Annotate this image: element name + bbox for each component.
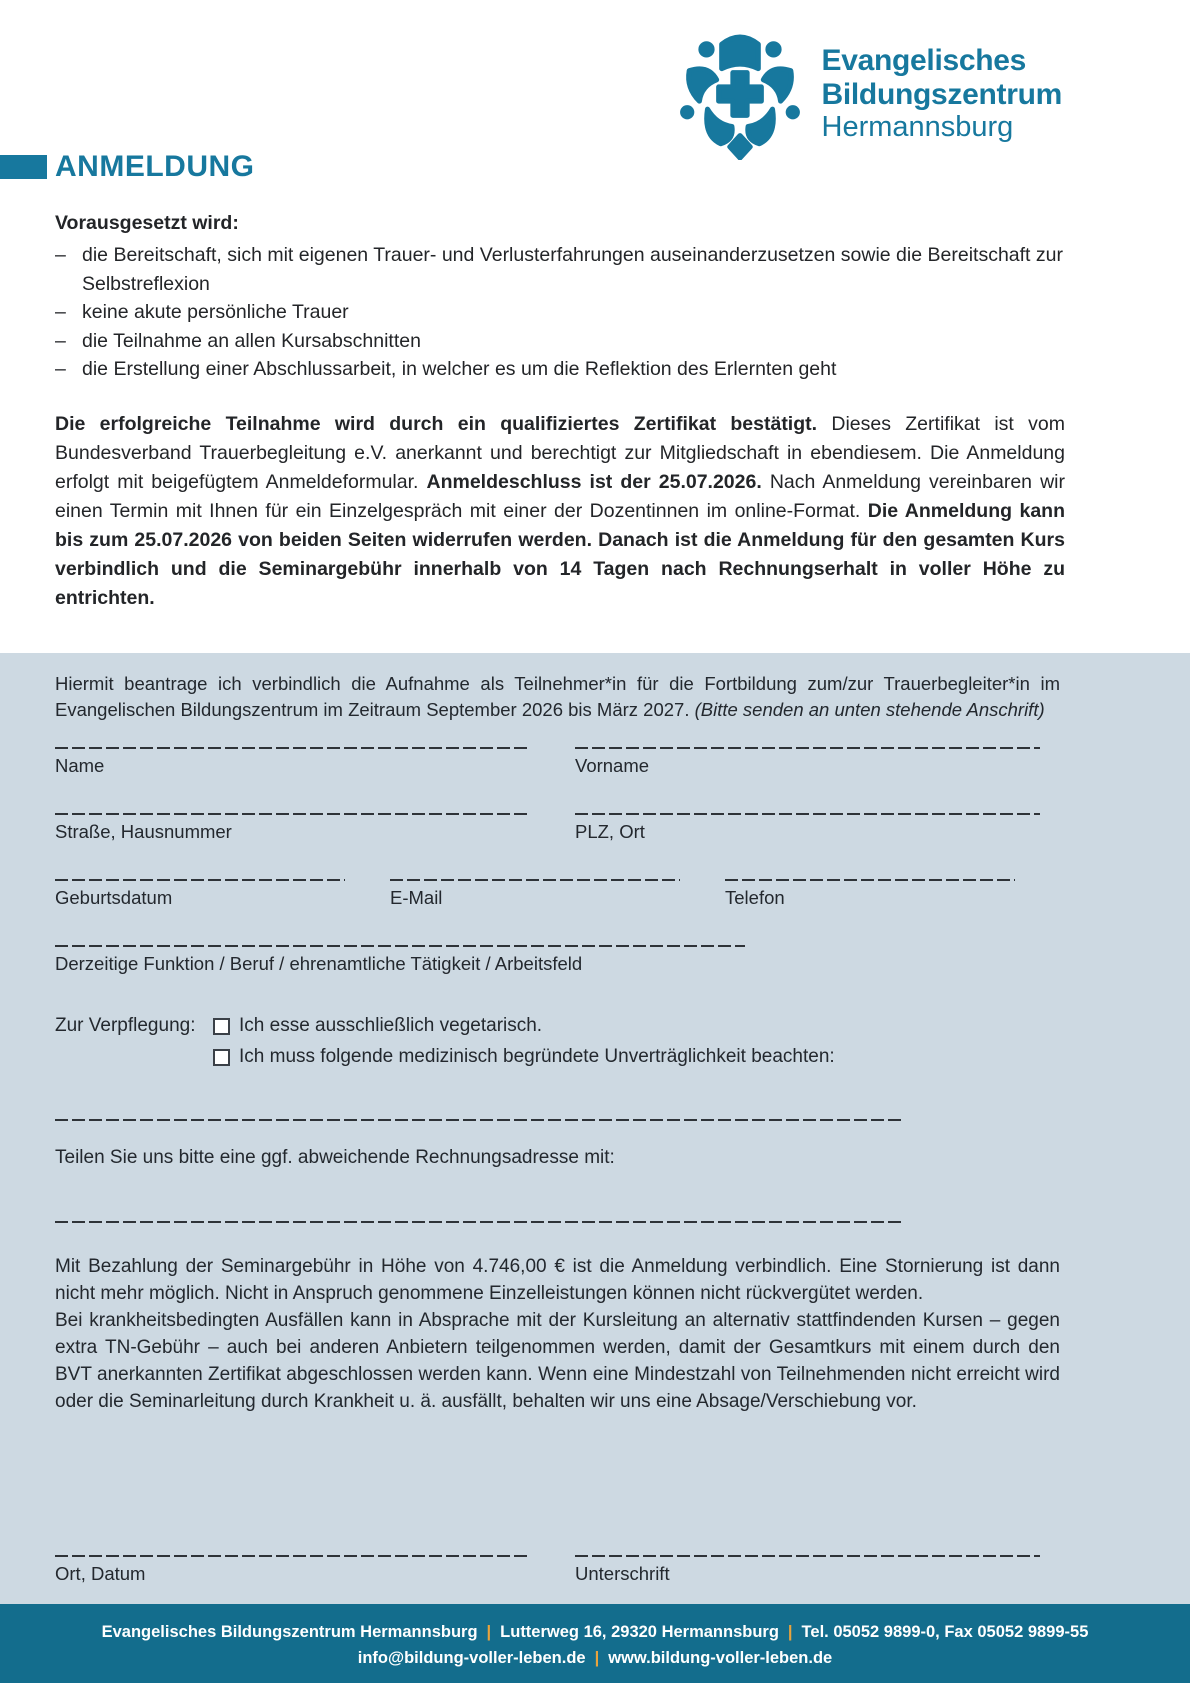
vegetarian-checkbox[interactable] — [213, 1018, 230, 1035]
footer-email[interactable]: info@bildung-voller-leben.de — [357, 1649, 586, 1667]
ebz-logo — [674, 28, 1063, 160]
vegetarian-checkbox-label: Ich esse ausschließlich vegetarisch. — [239, 1015, 543, 1036]
list-item-text: keine akute persönliche Trauer — [82, 301, 349, 323]
footer-line-1 — [0, 1619, 1190, 1645]
geburtsdatum-label: Geburtsdatum — [55, 887, 173, 908]
footer-separator: | — [486, 1623, 492, 1641]
title-accent-bar — [0, 155, 47, 179]
form-row-signature — [55, 1555, 1040, 1585]
form-intro-text: Hiermit beantrage ich verbindlich die Aufnahme als Teilnehmer*in für die Fortbildung zum/zur Trauerbegleiter*in im Evangelischen Bildungszentrum im Zeitraum September 2026 bis März 2027. — [55, 673, 1060, 720]
bullet-dash: – — [55, 329, 66, 352]
title-row — [0, 150, 255, 184]
ebz-logo-wordmark — [822, 44, 1063, 144]
billing-address-note: Teilen Sie uns bitte eine ggf. abweichende Rechnungsadresse mit: — [55, 1147, 615, 1168]
name-input-line — [55, 747, 530, 749]
vorname-input-line — [575, 747, 1040, 749]
footer-org-name: Evangelisches Bildungszentrum Hermannsburg — [101, 1623, 478, 1641]
footer-website[interactable]: www.bildung-voller-leben.de — [608, 1649, 833, 1667]
footer-contact-bar — [0, 1604, 1190, 1683]
intolerance-input-line — [55, 1119, 905, 1121]
logo-line-1: Evangelisches — [821, 44, 1027, 78]
footer-separator: | — [787, 1623, 793, 1641]
strasse-label: Straße, Hausnummer — [55, 821, 232, 842]
funktion-label: Derzeitige Funktion / Beruf / ehrenamtliche Tätigkeit / Arbeitsfeld — [55, 953, 583, 974]
billing-address-input-line — [55, 1221, 905, 1223]
footer-address: Lutterweg 16, 29320 Hermannsburg — [500, 1623, 779, 1641]
cert-bold-2: Anmeldeschluss ist der 25.07.2026. — [426, 470, 762, 493]
email-input-line — [390, 879, 680, 881]
footer-line-2 — [0, 1645, 1190, 1671]
verpflegung-section — [55, 1015, 1135, 1077]
intolerance-checkbox-label: Ich muss folgende medizinisch begründete Unverträglichkeit beachten: — [239, 1046, 835, 1067]
page-title: ANMELDUNG — [55, 150, 255, 183]
telefon-label: Telefon — [725, 887, 785, 908]
list-item — [55, 327, 1065, 356]
plz-ort-label: PLZ, Ort — [575, 821, 645, 842]
cert-text-1: Dieses Zertifikat ist vom Bundesverband Trauerbegleitung e.V. anerkannt und berechtigt zur Mitgliedschaft in ebendiesem. Die Anmeldung erfolgt mit beigefügtem Anmeldeformular. — [55, 412, 1065, 493]
vorname-label: Vorname — [575, 755, 650, 776]
footer-phone-fax: Tel. 05052 9899-0, Fax 05052 9899-55 — [801, 1623, 1089, 1641]
payment-paragraph-part-2: Bei krankheitsbedingten Ausfällen kann in Absprache mit der Kursleitung an alternativ stattfindenden Kursen – gegen extra TN-Gebühr – auch bei anderen Anbietern teilgenommen werden, damit der Gesamtkurs mit einem durch den BVT anerkannten Zertifikat abgeschlossen werden kann. Wenn eine Mindestzahl von Teilnehmenden nicht erreicht wird oder die Seminarleitung durch Krankheit u. ä. ausfällt, behalten wir uns eine Absage/Verschiebung vor. — [55, 1310, 1060, 1412]
list-item-text: die Erstellung einer Abschlussarbeit, in welcher es um die Reflektion des Erlernten geht — [82, 358, 837, 380]
ort-datum-label: Ort, Datum — [55, 1563, 146, 1584]
unterschrift-label: Unterschrift — [575, 1563, 670, 1584]
registration-form-box — [0, 653, 1190, 1604]
geburtsdatum-input-line — [55, 879, 345, 881]
field-plz-ort — [575, 813, 1040, 843]
plz-ort-input-line — [575, 813, 1040, 815]
form-row-contact — [55, 879, 1040, 909]
funktion-input-line — [55, 945, 745, 947]
list-item — [55, 241, 1065, 298]
prerequisites-list — [55, 241, 1065, 384]
form-row-address — [55, 813, 1040, 843]
field-strasse — [55, 813, 530, 843]
name-label: Name — [55, 755, 105, 776]
footer-separator: | — [594, 1649, 600, 1667]
field-funktion — [55, 945, 745, 975]
telefon-input-line — [725, 879, 1015, 881]
verpflegung-option-unvertraeglichkeit — [213, 1046, 835, 1068]
verpflegung-options — [213, 1015, 835, 1077]
cert-text-2: Nach Anmeldung vereinbaren wir einen Termin mit Ihnen für ein Einzelgespräch mit einer der Dozentinnen im online-Format. — [55, 470, 1065, 522]
form-intro-note: (Bitte senden an unten stehende Anschrift) — [694, 699, 1045, 720]
verpflegung-option-vegetarisch — [213, 1015, 835, 1037]
intro-text-block — [55, 212, 1065, 613]
cert-bold-1: Die erfolgreiche Teilnahme wird durch ein qualifiziertes Zertifikat bestätigt. — [55, 412, 818, 435]
list-item — [55, 355, 1065, 384]
certificate-paragraph — [55, 410, 1065, 613]
bullet-dash: – — [55, 244, 66, 266]
form-row-name — [55, 747, 1040, 777]
bullet-dash: – — [55, 358, 66, 380]
verpflegung-label: Zur Verpflegung: — [55, 1015, 196, 1036]
logo-line-3: Hermannsburg — [821, 111, 1014, 144]
field-ort-datum — [55, 1555, 530, 1585]
field-vorname — [575, 747, 1040, 777]
strasse-input-line — [55, 813, 530, 815]
header-section — [0, 0, 1190, 653]
form-intro — [55, 671, 1060, 723]
cert-bold-3: Die Anmeldung kann bis zum 25.07.2026 von beiden Seiten widerrufen werden. Danach ist die Anmeldung für den gesamten Kurs verbindlich und die Seminargebühr innerhalb von 14 Tagen nach Rechnungserhalt in voller Höhe zu entrichten. — [55, 499, 1065, 609]
bullet-dash: – — [55, 301, 66, 323]
payment-paragraph — [55, 1253, 1060, 1415]
field-email — [390, 879, 680, 909]
payment-paragraph-part-1: Mit Bezahlung der Seminargebühr in Höhe von 4.746,00 € ist die Anmeldung verbindlich. Eine Stornierung ist dann nicht mehr möglich. Nicht in Anspruch genommene Einzelleistungen können nicht rückvergütet werden. — [55, 1256, 1060, 1304]
list-item — [55, 298, 1065, 327]
flower-cross-icon — [674, 28, 806, 160]
field-telefon — [725, 879, 1015, 909]
field-name — [55, 747, 530, 777]
list-item-text: die Bereitschaft, sich mit eigenen Trauer- und Verlusterfahrungen auseinanderzusetzen sowie die Bereitschaft zur Selbstreflexion — [82, 244, 1063, 295]
form-fields — [55, 747, 1040, 975]
field-unterschrift — [575, 1555, 1040, 1585]
list-item-text: die Teilnahme an allen Kursabschnitten — [82, 329, 421, 352]
form-row-funktion — [55, 945, 1040, 975]
signature-section — [55, 1555, 1040, 1585]
email-label: E-Mail — [390, 887, 443, 908]
intolerance-checkbox[interactable] — [213, 1049, 230, 1066]
prerequisites-heading: Vorausgesetzt wird: — [55, 212, 239, 234]
unterschrift-input-line — [575, 1555, 1040, 1557]
field-geburtsdatum — [55, 879, 345, 909]
ort-datum-input-line — [55, 1555, 530, 1557]
logo-line-2: Bildungszentrum — [821, 77, 1062, 111]
